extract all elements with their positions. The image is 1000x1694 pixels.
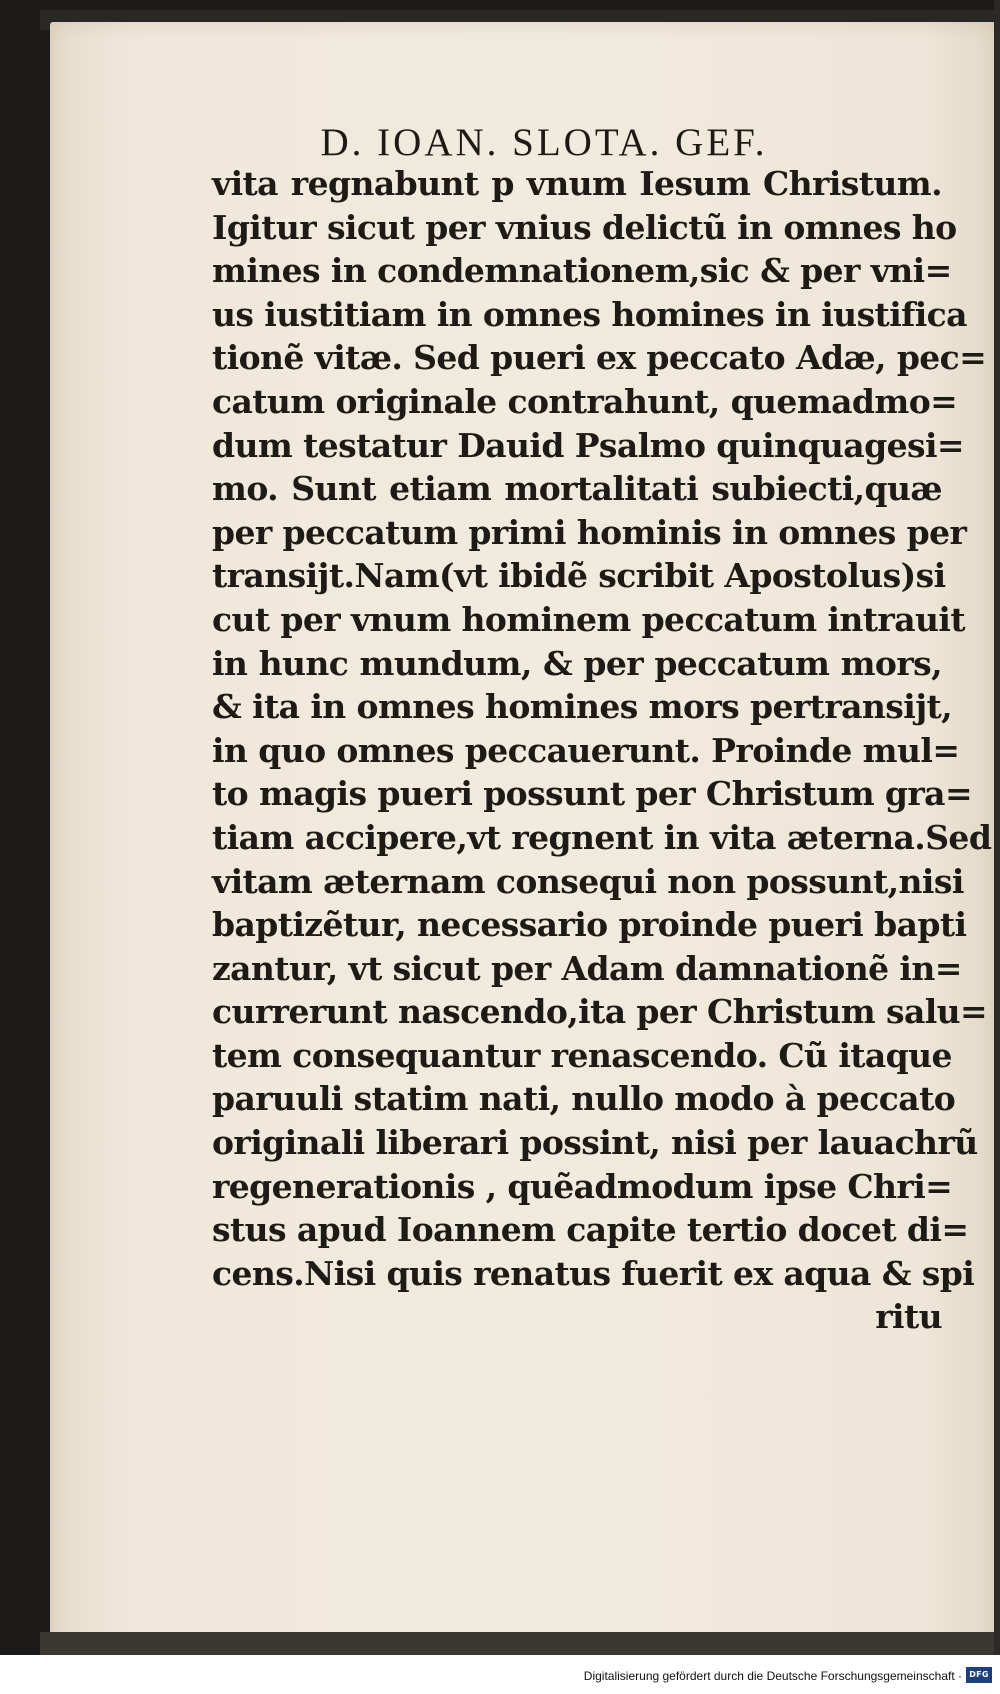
- text-line: transijt.Nam(vt ibidẽ scribit Apostolus)si: [212, 556, 946, 596]
- funding-credit: Digitalisierung gefördert durch die Deutsche Forschungsgemeinschaft ·: [583, 1669, 962, 1683]
- text-line: in quo omnes peccauerunt. Proinde mul=: [212, 730, 960, 770]
- text-line: cens.Nisi quis renatus fuerit ex aqua & spi: [212, 1253, 975, 1293]
- text-line: zantur, vt sicut per Adam damnationẽ in=: [212, 948, 962, 988]
- text-line: tionẽ vitæ. Sed pueri ex peccato Adæ, pec=: [212, 338, 987, 378]
- text-line: regenerationis , quẽadmodum ipse Chri=: [212, 1166, 953, 1206]
- text-line: baptizẽtur, necessario proinde pueri bapti: [212, 905, 967, 945]
- footer-bar: [0, 1657, 1000, 1694]
- text-line: mo. Sunt etiam mortalitati subiecti,quæ: [212, 469, 942, 509]
- text-line: dum testatur Dauid Psalmo quinquagesi=: [212, 425, 964, 465]
- catchword: ritu: [875, 1297, 942, 1337]
- text-line: vita regnabunt p vnum Iesum Christum.: [212, 164, 942, 203]
- text-line: tem consequantur renascendo. Cũ itaque: [212, 1035, 952, 1075]
- book-edge-bottom: [40, 1632, 1000, 1655]
- text-line: stus apud Ioannem capite tertio docet di=: [212, 1210, 969, 1250]
- text-line: to magis pueri possunt per Christum gra=: [212, 774, 972, 814]
- text-line: us iustitiam in omnes homines in iustifica: [212, 294, 967, 334]
- text-line: originali liberari possint, nisi per lauachrũ: [212, 1123, 978, 1163]
- text-line: catum originale contrahunt, quemadmo=: [212, 381, 958, 421]
- text-line: Igitur sicut per vnius delictũ in omnes ho: [212, 207, 957, 247]
- body-text: [212, 162, 992, 1339]
- text-line: mines in condemnationem,sic & per vni=: [212, 251, 952, 291]
- book-edge-right: [994, 0, 1000, 1655]
- text-line: cut per vnum hominem peccatum intrauit: [212, 599, 965, 639]
- text-line: vitam æternam consequi non possunt,nisi: [212, 861, 964, 901]
- dfg-logo: DFG: [966, 1667, 992, 1683]
- text-line: in hunc mundum, & per peccatum mors,: [212, 643, 942, 683]
- running-head: D. IOAN. SLOTA. GEF.: [320, 121, 768, 164]
- text-line: tiam accipere,vt regnent in vita æterna.Sed: [212, 817, 992, 857]
- text-line: currerunt nascendo,ita per Christum salu=: [212, 992, 988, 1032]
- text-line: paruuli statim nati, nullo modo à peccato: [212, 1079, 956, 1119]
- text-line: per peccatum primi hominis in omnes per: [212, 512, 967, 552]
- text-line: & ita in omnes homines mors pertransijt,: [212, 687, 953, 727]
